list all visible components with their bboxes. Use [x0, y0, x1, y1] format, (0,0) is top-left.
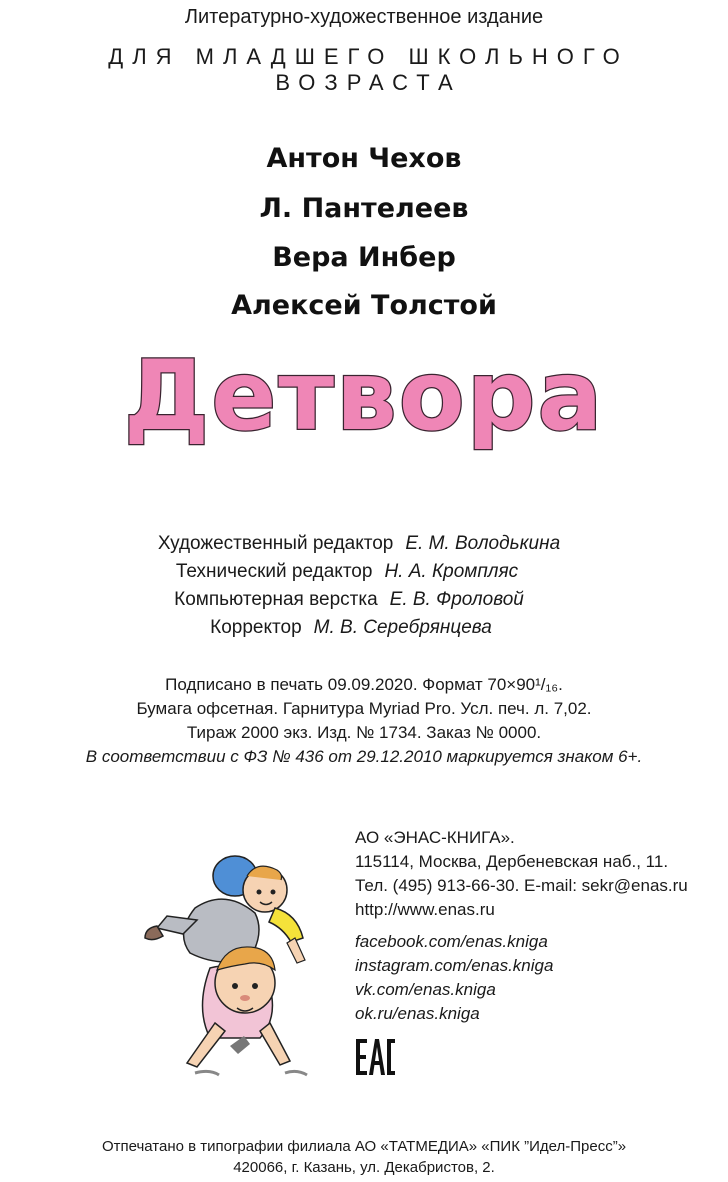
- imprint-line: Тираж 2000 экз. Изд. № 1734. Заказ № 0000.: [186, 723, 542, 742]
- publisher-contacts: Тел. (495) 913-66-30. E-mail: sekr@enas.ru: [355, 876, 688, 895]
- credit-role: Технический редактор: [175, 561, 373, 582]
- credit-row: [0, 614, 715, 642]
- publisher-website: http://www.enas.ru: [355, 900, 495, 919]
- credits-block: [0, 530, 728, 642]
- publisher-address: 115114, Москва, Дербеневская наб., 11.: [355, 852, 669, 871]
- author-2: Л. Пантелеев: [259, 193, 469, 224]
- imprint-line: Бумага офсетная. Гарнитура Myriad Pro. Усл. печ. л. 7,02.: [136, 699, 592, 718]
- credit-row: [0, 558, 711, 586]
- imprint-block: [0, 673, 728, 745]
- social-link: facebook.com/enas.kniga: [355, 932, 548, 951]
- credit-name: М. В. Серебрянцева: [313, 617, 492, 638]
- publisher-block: [355, 826, 725, 922]
- credit-row: [0, 530, 723, 558]
- author-4: Алексей Толстой: [231, 290, 497, 321]
- publisher-name: АО «ЭНАС-КНИГА».: [355, 828, 515, 847]
- eac-mark-icon: [355, 1037, 395, 1077]
- genre-label: Литературно-художественное издание: [184, 6, 544, 28]
- credit-row: [0, 586, 713, 614]
- credit-name: Е. В. Фроловой: [389, 589, 524, 610]
- author-3: Вера Инбер: [272, 242, 456, 273]
- social-links: [355, 930, 725, 1026]
- footer-line: 420066, г. Казань, ул. Декабристов, 2.: [233, 1159, 495, 1176]
- credit-name: Н. А. Кромпляс: [384, 561, 519, 582]
- children-playing-illustration: [135, 848, 350, 1083]
- credit-role: Художественный редактор: [157, 533, 394, 554]
- book-title: Детвора: [123, 340, 605, 452]
- social-link: instagram.com/enas.kniga: [355, 956, 554, 975]
- credit-name: Е. М. Володькина: [405, 533, 561, 554]
- social-link: vk.com/enas.kniga: [355, 980, 496, 999]
- age-group-label: ДЛЯ МЛАДШЕГО ШКОЛЬНОГО ВОЗРАСТА: [108, 44, 629, 95]
- credit-role: Корректор: [210, 617, 302, 638]
- printing-info: [0, 1136, 728, 1178]
- footer-line: Отпечатано в типографии филиала АО «ТАТМЕДИА» «ПИК ”Идел-Пресс”»: [101, 1138, 627, 1155]
- imprint-line: Подписано в печать 09.09.2020. Формат 70×90¹/₁₆.: [165, 675, 563, 694]
- credit-role: Компьютерная верстка: [174, 589, 378, 610]
- social-link: ok.ru/enas.kniga: [355, 1004, 480, 1023]
- author-1: Антон Чехов: [266, 143, 462, 174]
- age-rating-note: В соответствии с ФЗ № 436 от 29.12.2010 маркируется знаком 6+.: [85, 747, 643, 766]
